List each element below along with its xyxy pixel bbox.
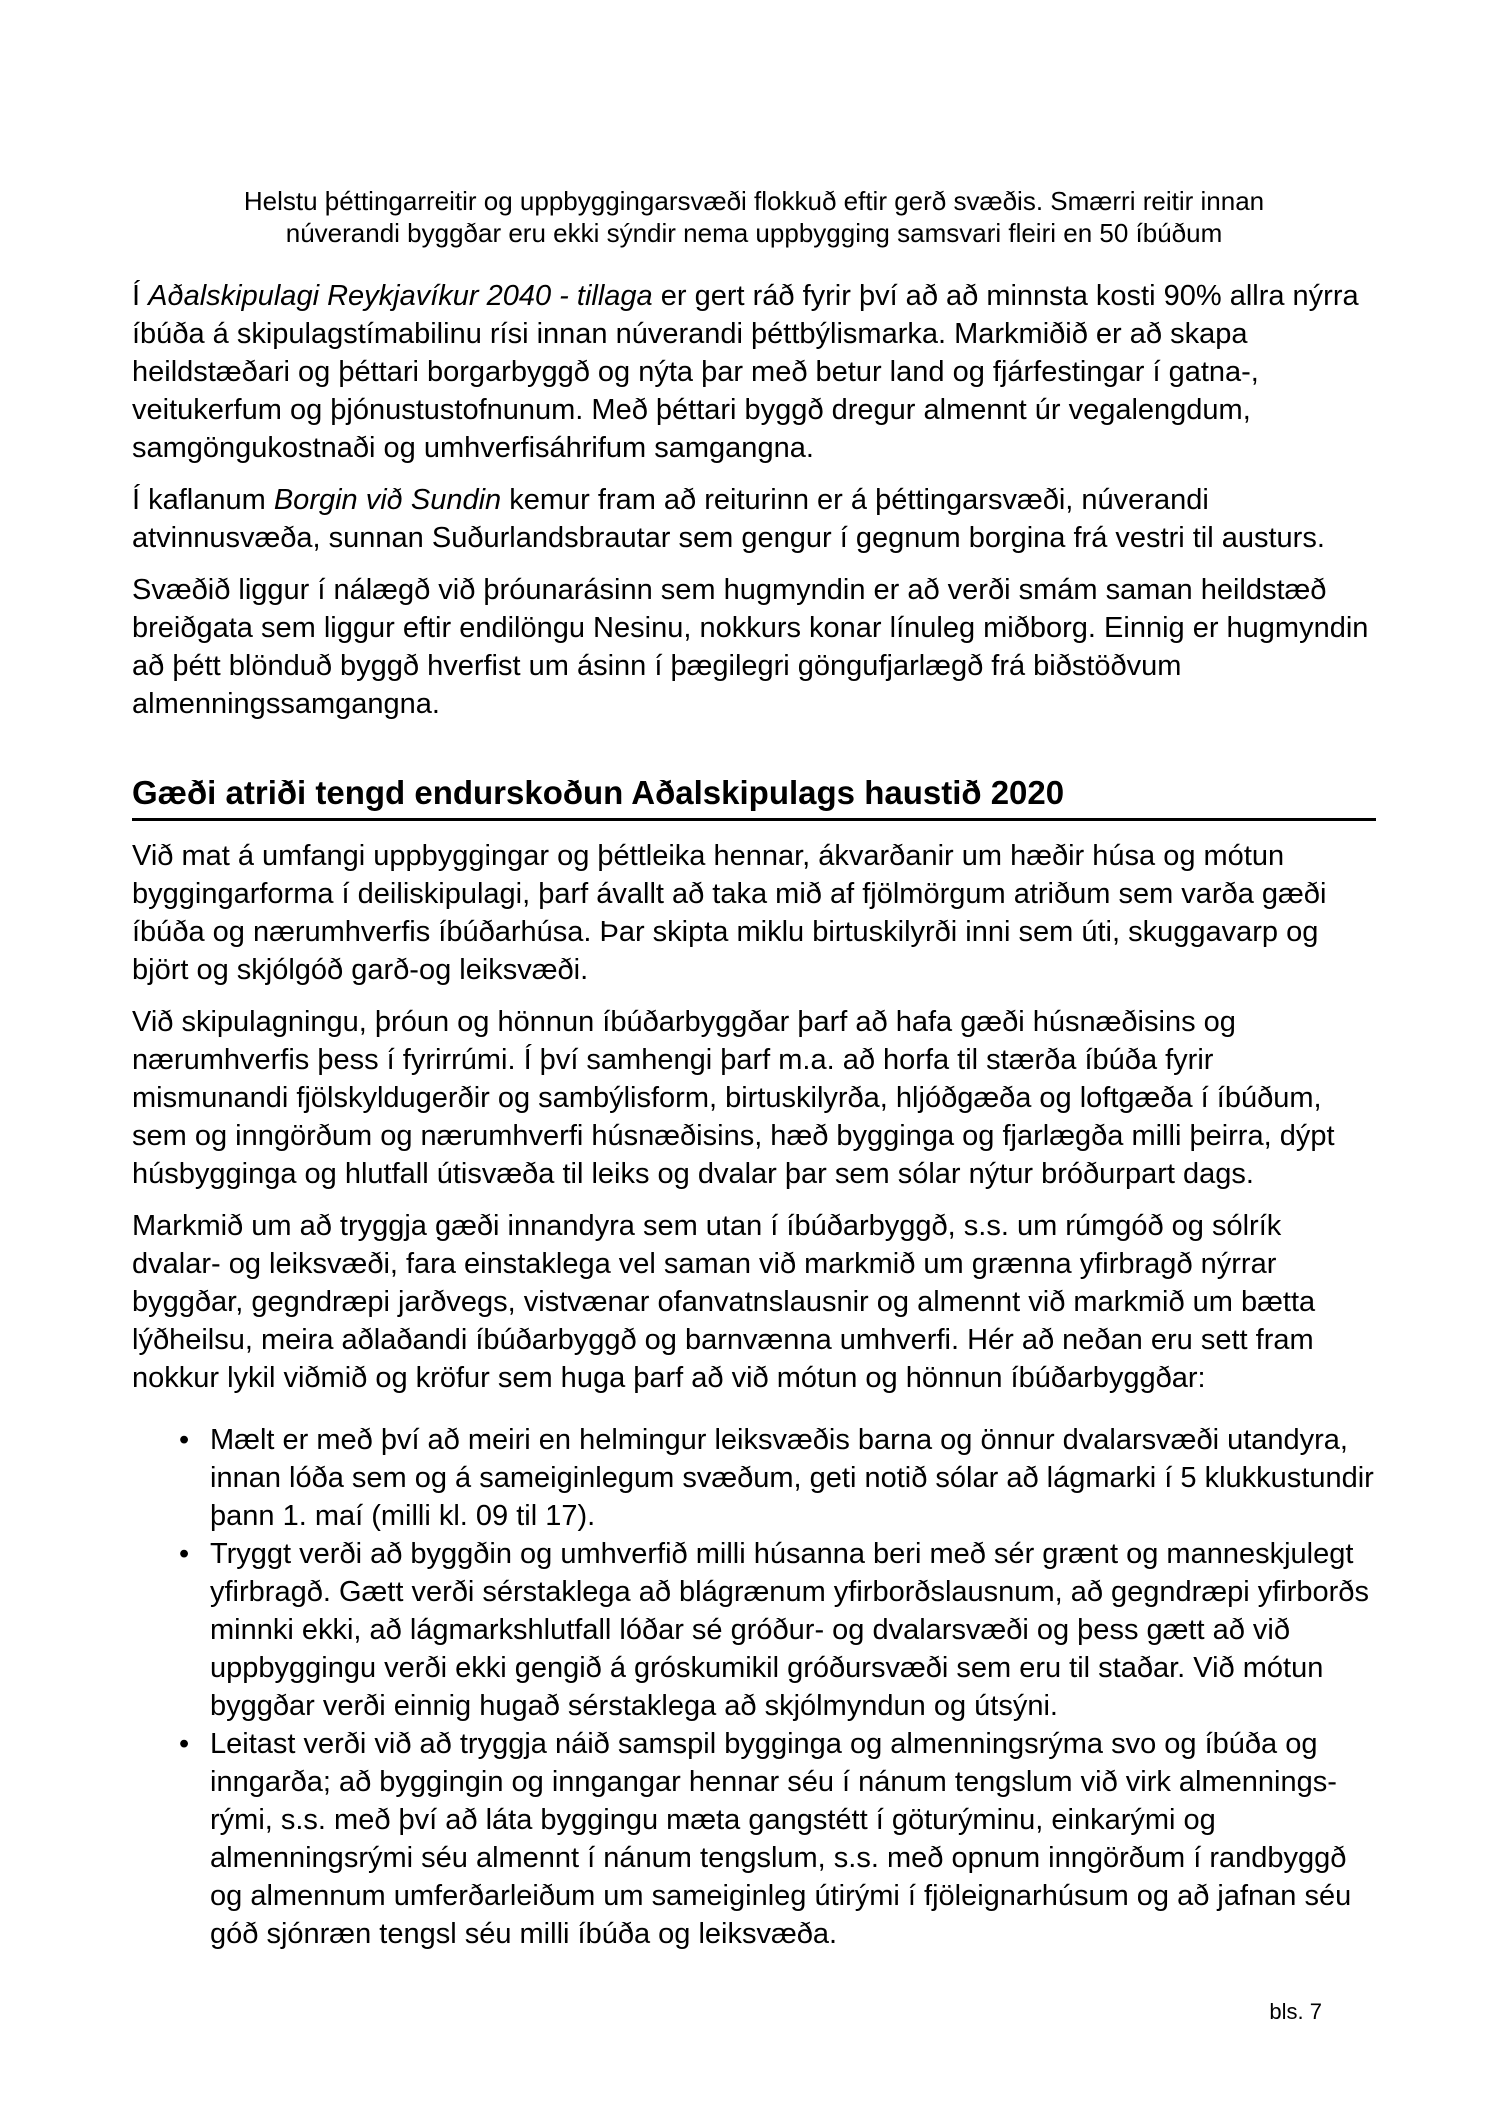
list-item-text: Mælt er með því að meiri en helmingur leiksvæðis barna og önnur dvalarsvæði utandyra, innan lóða sem og á sameiginlegum svæðum, geti notið sólar að lágmarki í 5 klukkustundir þann 1. maí (milli kl. 09 til 17). bbox=[210, 1424, 1374, 1532]
list-item-text: Tryggt verði að byggðin og umhverfið milli húsanna beri með sér grænt og manneskjulegt yfirbragð. Gætt verði sérstaklega að blágrænum yfirborðslausnum, að gegndræpi yfirborðs minnki ekki, að lágmarkshlutfall lóðar sé gróður- og dvalarsvæði og þess gætt að við uppbyggingu verði ekki gengið á gróskumikil gróðursvæði sem eru til staðar. Við mótun byggðar verði einnig hugað sérstaklega að skjólmyndun og útsýni. bbox=[210, 1538, 1369, 1722]
section-heading: Gæði atriði tengd endurskoðun Aðalskipulags haustið 2020 bbox=[132, 773, 1376, 821]
bullet-icon: • bbox=[179, 1728, 190, 1760]
list-item bbox=[132, 1535, 1376, 1725]
page-content bbox=[132, 185, 1376, 1953]
list-item bbox=[132, 1421, 1376, 1535]
section-paragraph-1: Við mat á umfangi uppbyggingar og þéttleika hennar, ákvarðanir um hæðir húsa og mótun byggingarforma í deiliskipulagi, þarf ávallt að taka mið af fjölmörgum atriðum sem varða gæði íbúða og nærumhverfis íbúðarhúsa. Þar skipta miklu birtuskilyrði inni sem úti, skuggavarp og björt og skjólgóð garð-og leiksvæði. bbox=[132, 840, 1327, 986]
requirements-list bbox=[132, 1421, 1376, 1953]
section-paragraph-2: Við skipulagningu, þróun og hönnun íbúðarbyggðar þarf að hafa gæði húsnæðisins og nærumhverfis þess í fyrirrúmi. Í því samhengi þarf m.a. að horfa til stærða íbúða fyrir mismunandi fjölskyldugerðir og sambýlisform, birtuskilyrða, hljóðgæða og loftgæða í íbúðum, sem og inngörðum og nærumhverfi húsnæðisins, hæð bygginga og fjarlægða milli þeirra, dýpt húsbygginga og hlutfall útisvæða til leiks og dvalar þar sem sólar nýtur bróðurpart dags. bbox=[132, 1006, 1335, 1190]
intro-paragraph-2: Í kaflanum Borgin við Sundin kemur fram að reiturinn er á þéttingarsvæði, núverandi atvinnusvæða, sunnan Suðurlandsbrautar sem gengur í gegnum borgina frá vestri til austurs. bbox=[132, 484, 1325, 554]
intro-paragraph-1: Í Aðalskipulagi Reykjavíkur 2040 - tillaga er gert ráð fyrir því að að minnsta kosti 90% allra nýrra íbúða á skipulagstímabilinu rísi innan núverandi þéttbýlismarka. Markmiðið er að skapa heildstæðari og þéttari borgarbyggð og nýta þar með betur land og fjárfestingar í gatna-, veitukerfum og þjónustustofnunum. Með þéttari byggð dregur almennt úr vegalengdum, samgöngukostnaði og umhverfisáhrifum samgangna. bbox=[132, 280, 1359, 464]
bullet-icon: • bbox=[179, 1424, 190, 1456]
page-number: bls. 7 bbox=[1269, 1999, 1322, 2024]
bullet-icon: • bbox=[179, 1538, 190, 1570]
list-item bbox=[132, 1725, 1376, 1953]
figure-caption: Helstu þéttingarreitir og uppbyggingarsvæði flokkuð eftir gerð svæðis. Smærri reitir innan núverandi byggðar eru ekki sýndir nema uppbygging samsvari fleiri en 50 íbúðum bbox=[243, 186, 1265, 248]
intro-paragraph-3: Svæðið liggur í nálægð við þróunarásinn sem hugmyndin er að verði smám saman heildstæð breiðgata sem liggur eftir endilöngu Nesinu, nokkurs konar línuleg miðborg. Einnig er hugmyndin að þétt blönduð byggð hverfist um ásinn í þægilegri göngufjarlægð frá biðstöðvum almenningssamgangna. bbox=[132, 574, 1369, 720]
list-item-text: Leitast verði við að tryggja náið samspil bygginga og almenningsrýma svo og íbúða og inngarða; að byggingin og inngangar hennar séu í nánum tengslum við virk almennings-rými, s.s. með því að láta byggingu mæta gangstétt í göturýminu, einkarými og almenningsrými séu almennt í nánum tengslum, s.s. með opnum inngörðum í randbyggð og almennum umferðarleiðum um sameiginleg útirými í fjöleignarhúsum og að jafnan séu góð sjónræn tengsl séu milli íbúða og leiksvæða. bbox=[210, 1728, 1352, 1950]
section-paragraph-3: Markmið um að tryggja gæði innandyra sem utan í íbúðarbyggð, s.s. um rúmgóð og sólrík dvalar- og leiksvæði, fara einstaklega vel saman við markmið um grænna yfirbragð nýrrar byggðar, gegndræpi jarðvegs, vistvænar ofanvatnslausnir og almennt við markmið um bætta lýðheilsu, meira aðlaðandi íbúðarbyggð og barnvænna umhverfi. Hér að neðan eru sett fram nokkur lykil viðmið og kröfur sem huga þarf að við mótun og hönnun íbúðarbyggðar: bbox=[132, 1210, 1316, 1394]
